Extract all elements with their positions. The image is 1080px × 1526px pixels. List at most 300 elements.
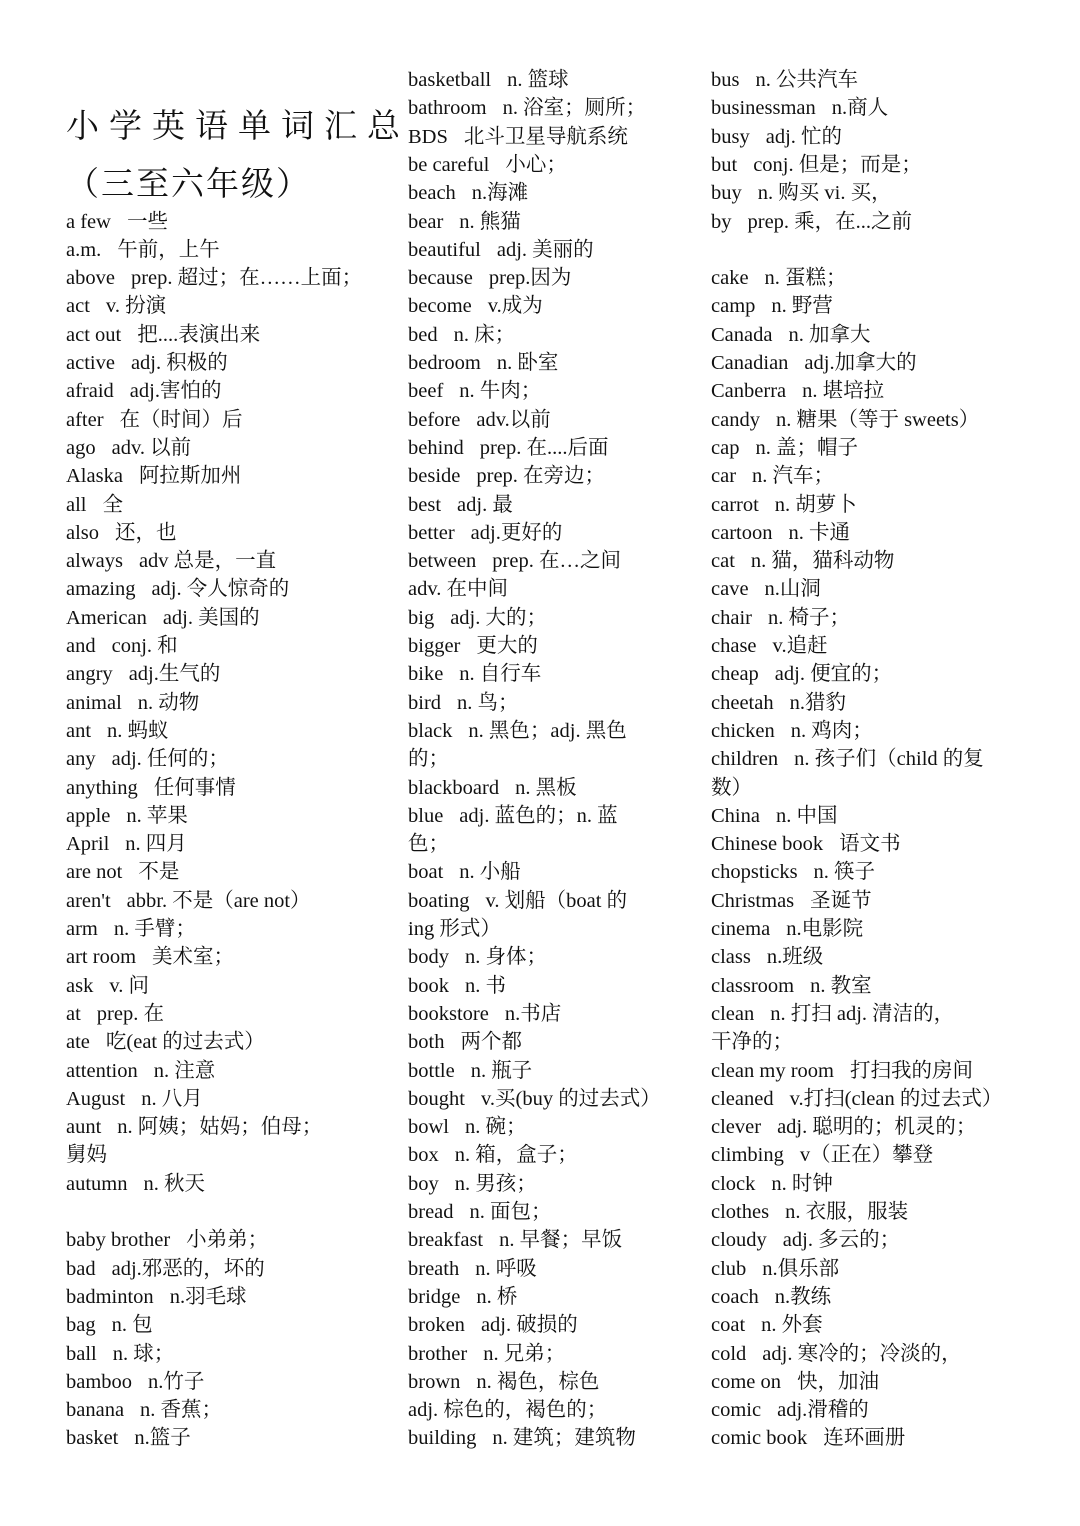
vocab-definition: n. 卡通 xyxy=(788,521,850,544)
vocab-entry xyxy=(711,1255,839,1283)
vocab-definition: n. 打扫 adj. 清洁的， xyxy=(770,1002,955,1025)
vocab-entry xyxy=(408,802,618,830)
vocab-word: before xyxy=(408,408,461,431)
vocab-word: Alaska xyxy=(66,465,123,488)
vocab-definition: prep. 在…之间 xyxy=(492,550,621,573)
vocab-word: climbing xyxy=(711,1144,784,1167)
vocab-entry xyxy=(408,547,621,575)
vocab-word: April xyxy=(66,833,110,856)
vocab-entry xyxy=(408,406,551,434)
vocab-word: bottle xyxy=(408,1059,455,1082)
vocab-entry xyxy=(711,434,858,462)
vocab-entry xyxy=(711,745,984,773)
vocab-word: clothes xyxy=(711,1201,770,1223)
vocab-definition: n. 鸡肉； xyxy=(790,719,873,742)
vocab-word: children xyxy=(711,748,779,771)
vocab-word: chicken xyxy=(711,719,775,742)
vocab-definition: n. 盖；帽子 xyxy=(755,436,858,459)
vocab-entry xyxy=(408,1226,622,1254)
vocab-definition: 在（时间）后 xyxy=(119,408,243,431)
vocab-definition: adj. 令人惊奇的 xyxy=(151,578,290,601)
vocab-entry xyxy=(711,1028,793,1056)
vocab-entry xyxy=(711,972,872,1000)
vocab-entry xyxy=(408,774,577,802)
vocab-entry xyxy=(408,1113,527,1141)
vocab-entry xyxy=(66,575,289,603)
vocab-definition: adv.以前 xyxy=(476,408,551,431)
vocab-definition: n. 购买 vi. 买， xyxy=(757,182,892,205)
vocab-entry xyxy=(711,292,833,320)
vocab-definition: prep. 在....后面 xyxy=(479,436,609,459)
vocab-definition: n. 加拿大 xyxy=(788,323,871,346)
vocab-word: Canberra xyxy=(711,380,787,403)
vocab-word: bus xyxy=(711,69,740,91)
vocab-word: cloudy xyxy=(711,1229,767,1252)
vocab-entry xyxy=(66,1226,268,1254)
vocab-entry xyxy=(408,1255,537,1283)
vocab-definition: v. 问 xyxy=(109,974,149,997)
vocab-definition: n. 熊猫 xyxy=(459,210,521,233)
vocab-word: Christmas xyxy=(711,889,795,912)
vocab-definition: n. 自行车 xyxy=(459,663,542,686)
vocab-entry xyxy=(711,179,892,207)
vocab-word: anything xyxy=(66,776,138,799)
vocab-definition: n. 阿姨；姑妈；伯母； xyxy=(117,1116,323,1139)
vocab-entry xyxy=(711,632,828,660)
vocab-word: angry xyxy=(66,663,113,686)
vocab-entry xyxy=(408,1311,578,1339)
document-subtitle: （三至六年级） xyxy=(66,164,311,203)
vocab-definition: n. 手臂； xyxy=(113,918,196,940)
vocab-definition: conj. 但是；而是； xyxy=(753,153,922,176)
vocab-entry xyxy=(711,689,846,717)
vocab-entry xyxy=(711,208,912,236)
vocab-definition: n. 褐色，棕色 xyxy=(476,1370,600,1393)
vocab-entry xyxy=(66,1255,265,1283)
vocab-entry xyxy=(66,689,199,717)
vocab-definition: conj. 和 xyxy=(111,635,178,657)
vocab-word: buy xyxy=(711,182,742,205)
vocab-definition: 打扫我的房间 xyxy=(849,1059,973,1082)
vocab-entry xyxy=(408,830,449,858)
vocab-definition: 还，也 xyxy=(115,521,177,544)
vocab-word: club xyxy=(711,1257,747,1280)
vocab-entry xyxy=(711,1424,905,1452)
vocab-entry xyxy=(66,236,220,264)
vocab-definition: adj. 美国的 xyxy=(162,606,260,629)
vocab-word: Canada xyxy=(711,323,773,346)
vocab-entry xyxy=(711,1311,823,1339)
vocab-definition: v. 划船（boat 的 xyxy=(485,889,628,912)
vocab-entry xyxy=(408,491,513,519)
vocab-entry xyxy=(408,123,628,151)
vocab-word: bag xyxy=(66,1314,96,1337)
vocab-definition: n.猎豹 xyxy=(789,691,846,714)
vocab-word: bookstore xyxy=(408,1002,489,1025)
vocab-definition: n.羽毛球 xyxy=(169,1285,247,1308)
vocab-word: bed xyxy=(408,323,438,346)
vocab-word: clever xyxy=(711,1116,762,1139)
vocab-entry xyxy=(408,887,627,915)
vocab-word: carrot xyxy=(711,493,759,516)
vocab-word: class xyxy=(711,946,751,969)
vocab-entry xyxy=(66,1113,322,1141)
vocab-definition: n. 书 xyxy=(465,974,506,997)
vocab-definition: n. 篮球 xyxy=(507,69,569,91)
vocab-word: but xyxy=(711,153,738,176)
vocab-entry xyxy=(66,1028,265,1056)
vocab-entry xyxy=(408,717,627,745)
vocab-word: clock xyxy=(711,1172,756,1195)
vocab-definition: adj. 任何的； xyxy=(111,748,229,771)
vocab-definition: v.打扫(clean 的过去式） xyxy=(789,1087,1003,1110)
vocab-definition: 午前，上午 xyxy=(117,238,220,261)
document-title: 小学英语单词汇总 xyxy=(66,106,410,145)
vocab-word: autumn xyxy=(66,1172,128,1195)
vocab-definition: adv. 在中间 xyxy=(408,578,509,601)
vocab-word: aren't xyxy=(66,889,111,912)
vocab-entry xyxy=(408,208,521,236)
vocab-word: a.m. xyxy=(66,238,102,261)
vocab-entry xyxy=(66,292,166,320)
vocab-entry xyxy=(408,604,547,632)
vocab-word: bedroom xyxy=(408,352,481,374)
vocab-definition: 更大的 xyxy=(476,635,538,657)
vocab-definition: adj.害怕的 xyxy=(129,380,222,403)
vocab-definition: 美术室； xyxy=(152,946,235,969)
vocab-definition: n. 牛肉； xyxy=(459,380,542,403)
vocab-entry xyxy=(408,972,506,1000)
vocab-entry xyxy=(66,915,196,943)
vocab-definition: n.俱乐部 xyxy=(762,1257,840,1280)
vocab-word: behind xyxy=(408,436,464,459)
vocab-entry xyxy=(711,1113,976,1141)
vocab-word: cleaned xyxy=(711,1087,774,1110)
vocab-definition: n. 中国 xyxy=(775,804,838,827)
vocab-definition: n. 身体； xyxy=(465,946,547,969)
vocab-definition: adj.更好的 xyxy=(470,521,563,544)
vocab-entry xyxy=(408,1057,532,1085)
vocab-word: basketball xyxy=(408,69,492,91)
vocab-definition: n. 时钟 xyxy=(771,1172,833,1195)
vocab-word: cave xyxy=(711,578,749,601)
vocab-word: by xyxy=(711,210,732,233)
vocab-word: arm xyxy=(66,918,98,940)
vocab-word: coat xyxy=(711,1314,746,1337)
vocab-entry xyxy=(66,858,179,886)
vocab-definition: adj. 美丽的 xyxy=(496,238,594,261)
vocab-entry xyxy=(66,943,234,971)
vocab-entry xyxy=(711,575,821,603)
vocab-word: afraid xyxy=(66,380,114,403)
vocab-definition: prep. 在 xyxy=(96,1002,164,1025)
vocab-entry xyxy=(711,547,894,575)
vocab-definition: adj.生气的 xyxy=(128,663,221,686)
vocab-entry xyxy=(66,491,123,519)
vocab-definition: 的； xyxy=(408,748,449,771)
vocab-definition: n. 男孩； xyxy=(454,1172,537,1195)
vocab-definition: n. 面包； xyxy=(469,1201,552,1223)
vocab-word: aunt xyxy=(66,1116,102,1139)
vocab-entry xyxy=(711,1368,879,1396)
vocab-definition: v（正在）攀登 xyxy=(799,1144,934,1167)
vocab-definition: 干净的； xyxy=(711,1031,793,1054)
vocab-definition: 圣诞节 xyxy=(810,889,872,912)
vocab-word: act xyxy=(66,295,90,318)
vocab-word: better xyxy=(408,521,455,544)
vocab-word: boating xyxy=(408,889,470,912)
vocab-word: any xyxy=(66,748,96,771)
vocab-entry xyxy=(408,689,519,717)
vocab-word: apple xyxy=(66,804,111,827)
vocab-word: amazing xyxy=(66,578,136,601)
vocab-entry xyxy=(711,264,847,292)
vocab-definition: n. 猫，猫科动物 xyxy=(750,550,895,573)
vocab-entry xyxy=(711,943,823,971)
vocab-word: beside xyxy=(408,465,461,488)
vocab-entry xyxy=(711,774,752,802)
vocab-entry xyxy=(711,1170,833,1198)
vocab-entry xyxy=(66,802,188,830)
vocab-entry xyxy=(711,660,892,688)
vocab-definition: n.竹子 xyxy=(148,1370,205,1393)
vocab-entry xyxy=(408,1396,607,1424)
vocab-word: ball xyxy=(66,1342,97,1365)
vocab-word: attention xyxy=(66,1059,138,1082)
vocab-definition: n. 蚂蚁 xyxy=(107,719,169,742)
vocab-word: bridge xyxy=(408,1285,461,1308)
vocab-entry xyxy=(66,264,362,292)
vocab-definition: adj.加拿大的 xyxy=(804,352,917,374)
vocab-word: American xyxy=(66,606,147,629)
vocab-word: building xyxy=(408,1427,477,1450)
vocab-word: animal xyxy=(66,691,122,714)
vocab-definition: 色； xyxy=(408,833,449,856)
vocab-entry xyxy=(408,1170,537,1198)
vocab-entry xyxy=(66,774,236,802)
vocab-entry xyxy=(408,236,594,264)
vocab-definition: adj. 蓝色的；n. 蓝 xyxy=(459,804,618,827)
vocab-word: bowl xyxy=(408,1116,449,1139)
vocab-entry xyxy=(66,717,169,745)
vocab-word: coach xyxy=(711,1285,759,1308)
vocab-definition: v.追赶 xyxy=(772,635,828,657)
vocab-word: banana xyxy=(66,1399,125,1422)
vocab-word: active xyxy=(66,352,115,374)
vocab-definition: 一些 xyxy=(126,210,168,233)
vocab-definition: 快，加油 xyxy=(797,1370,880,1393)
vocab-definition: n. 苹果 xyxy=(126,804,188,827)
vocab-definition: 阿拉斯加州 xyxy=(138,465,242,488)
vocab-entry xyxy=(66,208,168,236)
vocab-definition: adj. 最 xyxy=(457,493,513,516)
vocab-word: bought xyxy=(408,1087,465,1110)
vocab-definition: 任何事情 xyxy=(153,776,236,799)
vocab-entry xyxy=(711,1283,831,1311)
vocab-word: basket xyxy=(66,1427,119,1450)
vocab-word: candy xyxy=(711,408,760,431)
vocab-word: bamboo xyxy=(66,1370,133,1393)
vocab-entry xyxy=(66,1000,164,1028)
vocab-word: are not xyxy=(66,861,123,884)
vocab-word: breath xyxy=(408,1257,460,1280)
vocab-entry xyxy=(711,519,850,547)
vocab-word: busy xyxy=(711,125,750,148)
vocab-word: bread xyxy=(408,1201,454,1223)
vocab-definition: adj. 破损的 xyxy=(480,1314,578,1337)
vocab-word: act out xyxy=(66,323,122,346)
vocab-definition: n.海滩 xyxy=(471,182,529,205)
vocab-definition: n. 卧室 xyxy=(496,352,559,374)
vocab-word: bathroom xyxy=(408,97,487,120)
vocab-word: ask xyxy=(66,974,94,997)
vocab-definition: 数） xyxy=(711,776,752,799)
vocab-entry xyxy=(711,1396,869,1424)
vocab-definition: 小弟弟； xyxy=(186,1229,269,1252)
vocab-word: book xyxy=(408,974,449,997)
vocab-entry xyxy=(711,1226,900,1254)
vocab-definition: 舅妈 xyxy=(66,1144,107,1167)
vocab-definition: n. 浴室；厕所； xyxy=(502,97,647,120)
vocab-definition: adj. 积极的 xyxy=(130,352,228,374)
vocab-word: Canadian xyxy=(711,352,789,374)
vocab-entry xyxy=(66,830,187,858)
vocab-word: boat xyxy=(408,861,444,884)
vocab-entry xyxy=(66,321,260,349)
vocab-word: comic book xyxy=(711,1427,808,1450)
vocab-definition: v. 扮演 xyxy=(105,295,167,318)
vocab-definition: n. 胡萝卜 xyxy=(774,493,857,516)
vocab-word: cat xyxy=(711,550,735,573)
vocab-word: clean my room xyxy=(711,1059,834,1082)
vocab-word: breakfast xyxy=(408,1229,484,1252)
vocab-word: cheap xyxy=(711,663,759,686)
vocab-word: chase xyxy=(711,635,757,657)
vocab-word: both xyxy=(408,1031,445,1054)
vocab-definition: n. 床； xyxy=(453,323,516,346)
vocab-definition: n. 箱，盒子； xyxy=(454,1144,578,1167)
vocab-entry xyxy=(408,264,571,292)
vocab-entry xyxy=(66,1340,174,1368)
vocab-entry xyxy=(66,406,243,434)
vocab-entry xyxy=(408,1283,517,1311)
vocab-definition: n. 呼吸 xyxy=(475,1257,537,1280)
vocab-definition: n. 香蕉； xyxy=(140,1399,223,1422)
vocab-word: ago xyxy=(66,436,96,459)
vocab-definition: n.电影院 xyxy=(786,918,864,940)
vocab-entry xyxy=(408,660,541,688)
vocab-definition: n.班级 xyxy=(766,946,824,969)
vocab-word: cartoon xyxy=(711,521,773,544)
vocab-definition: adj. 多云的； xyxy=(782,1229,901,1252)
vocab-word: bigger xyxy=(408,635,461,657)
vocab-entry xyxy=(408,858,521,886)
vocab-definition: n.商人 xyxy=(831,97,889,120)
vocab-definition: n. 碗； xyxy=(465,1116,527,1139)
vocab-entry xyxy=(408,94,646,122)
vocab-definition: adv 总是，一直 xyxy=(138,550,277,573)
vocab-word: at xyxy=(66,1002,81,1025)
vocab-entry xyxy=(66,1311,153,1339)
vocab-word: above xyxy=(66,267,115,290)
vocab-entry xyxy=(711,462,834,490)
vocab-entry xyxy=(408,1424,636,1452)
vocab-entry xyxy=(66,660,220,688)
vocab-entry xyxy=(408,1198,552,1226)
vocab-word: Chinese book xyxy=(711,833,824,856)
vocab-word: become xyxy=(408,295,472,318)
vocab-word: all xyxy=(66,493,87,516)
vocab-entry xyxy=(66,349,228,377)
vocab-definition: 两个都 xyxy=(460,1031,522,1054)
vocab-definition: n. 黑板 xyxy=(515,776,577,799)
vocab-word: after xyxy=(66,408,104,431)
vocab-definition: 吃(eat 的过去式） xyxy=(105,1031,265,1054)
vocab-word: ate xyxy=(66,1031,90,1054)
vocab-entry xyxy=(66,745,229,773)
vocab-entry xyxy=(711,1141,933,1169)
vocab-word: between xyxy=(408,550,477,573)
vocab-word: brown xyxy=(408,1370,461,1393)
vocab-word: cake xyxy=(711,267,749,290)
vocab-entry xyxy=(711,1000,954,1028)
vocab-entry xyxy=(66,1396,222,1424)
vocab-definition: n. 早餐；早饭 xyxy=(499,1229,623,1252)
vocab-definition: n. 野营 xyxy=(771,295,833,318)
vocab-entry xyxy=(408,1368,599,1396)
vocab-definition: n. 四月 xyxy=(125,833,187,856)
vocab-definition: n. 建筑；建筑物 xyxy=(492,1427,636,1450)
vocab-word: blue xyxy=(408,804,444,827)
vocab-entry xyxy=(408,575,508,603)
vocab-word: cold xyxy=(711,1342,747,1365)
vocab-word: beef xyxy=(408,380,444,403)
vocab-definition: 把....表演出来 xyxy=(137,323,261,346)
vocab-word: come on xyxy=(711,1370,782,1393)
vocab-word: be careful xyxy=(408,153,490,176)
vocab-word: box xyxy=(408,1144,439,1167)
vocab-word: businessman xyxy=(711,97,816,120)
vocab-definition: n. 孩子们（child 的复 xyxy=(794,748,984,771)
vocab-word: clean xyxy=(711,1002,755,1025)
vocab-entry xyxy=(408,434,608,462)
vocab-entry xyxy=(711,830,901,858)
vocab-entry xyxy=(711,377,884,405)
vocab-definition: n.山洞 xyxy=(764,578,821,601)
vocab-definition: n. 外套 xyxy=(761,1314,823,1337)
vocab-word: comic xyxy=(711,1399,762,1422)
vocab-word: bad xyxy=(66,1257,96,1280)
vocab-entry xyxy=(711,151,922,179)
vocab-entry xyxy=(408,632,538,660)
vocab-word: brother xyxy=(408,1342,468,1365)
vocab-entry xyxy=(711,321,870,349)
vocab-definition: n. 衣服，服装 xyxy=(785,1201,909,1223)
vocab-definition: n. 教室 xyxy=(810,974,872,997)
vocab-definition: n. 黑色；adj. 黑色 xyxy=(468,719,627,742)
vocab-word: camp xyxy=(711,295,756,318)
vocab-definition: n. 公共汽车 xyxy=(755,69,858,91)
vocab-definition: adv. 以前 xyxy=(111,436,192,459)
vocab-entry xyxy=(408,1000,561,1028)
vocab-definition: adj. 便宜的； xyxy=(774,663,893,686)
vocab-entry xyxy=(66,1368,204,1396)
vocab-word: because xyxy=(408,267,473,290)
vocab-word: body xyxy=(408,946,449,969)
vocab-definition: ing 形式） xyxy=(408,918,501,940)
vocab-entry xyxy=(66,604,260,632)
vocab-entry xyxy=(711,858,875,886)
